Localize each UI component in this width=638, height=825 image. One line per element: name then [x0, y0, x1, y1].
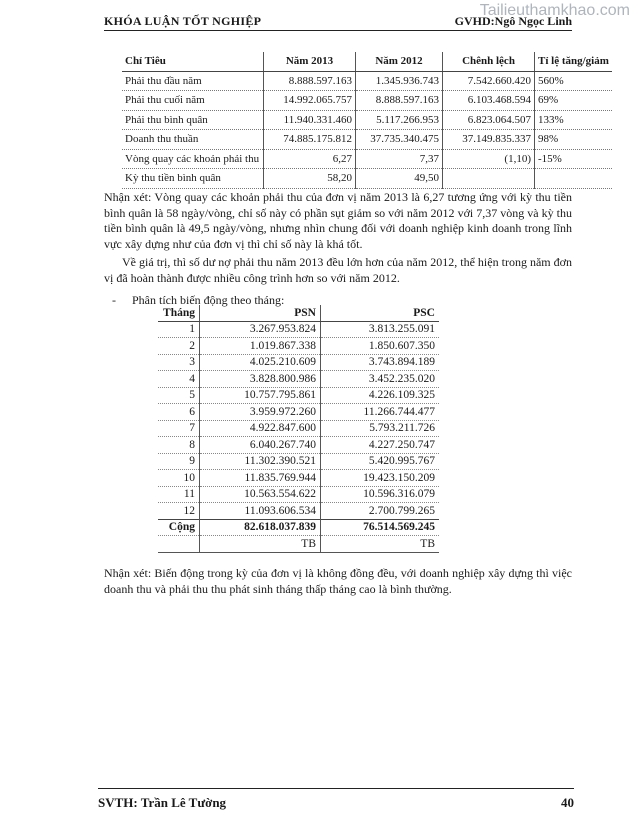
cell: 98% — [535, 130, 612, 150]
table-row — [158, 486, 439, 503]
total-label: Cộng — [158, 519, 200, 536]
month-cell: 8 — [158, 437, 200, 454]
table-row — [122, 169, 612, 189]
cell: 7,37 — [356, 149, 443, 169]
cell: 6,27 — [264, 149, 356, 169]
cell — [535, 169, 612, 189]
psc-cell: 3.452.235.020 — [321, 371, 440, 388]
psc-cell: 3.743.894.189 — [321, 354, 440, 371]
cell: 11.940.331.460 — [264, 110, 356, 130]
month-cell: 11 — [158, 486, 200, 503]
psn-cell: 6.040.267.740 — [200, 437, 321, 454]
page-footer — [98, 788, 574, 815]
cell: (1,10) — [443, 149, 535, 169]
total-psc: 76.514.569.245 — [321, 519, 440, 536]
average-label — [158, 536, 200, 553]
psc-cell: 11.266.744.477 — [321, 404, 440, 421]
table-row — [122, 110, 612, 130]
header-cell: Năm 2013 — [264, 52, 356, 71]
psn-cell: 11.835.769.944 — [200, 470, 321, 487]
table-row — [158, 404, 439, 421]
month-cell: 1 — [158, 321, 200, 338]
psc-cell: 2.700.799.265 — [321, 503, 440, 520]
month-cell: 12 — [158, 503, 200, 520]
month-cell: 7 — [158, 420, 200, 437]
header-cell: Năm 2012 — [356, 52, 443, 71]
table-row — [158, 503, 439, 520]
header-title: KHÓA LUẬN TỐT NGHIỆP — [104, 14, 262, 28]
cell: 37.735.340.475 — [356, 130, 443, 150]
row-label: Phải thu đầu năm — [122, 71, 264, 91]
psc-cell: 5.793.211.726 — [321, 420, 440, 437]
total-row — [158, 519, 439, 536]
header-cell: Tỉ lệ tăng/giảm — [535, 52, 612, 71]
table-row — [158, 371, 439, 388]
header-advisor: GVHD:Ngô Ngọc Linh — [454, 14, 572, 28]
table-row — [122, 149, 612, 169]
cell: 560% — [535, 71, 612, 91]
psc-cell: 1.850.607.350 — [321, 338, 440, 355]
row-label: Kỳ thu tiền bình quân — [122, 169, 264, 189]
table-row — [158, 453, 439, 470]
month-cell: 3 — [158, 354, 200, 371]
bullet-text: Phân tích biến động theo tháng: — [132, 293, 285, 307]
month-cell: 9 — [158, 453, 200, 470]
receivables-table — [122, 52, 612, 189]
table-row — [158, 437, 439, 454]
monthly-table — [158, 305, 439, 553]
table-header-row — [158, 305, 439, 321]
cell: 37.149.835.337 — [443, 130, 535, 150]
watermark: Tailieuthamkhao.com — [479, 2, 630, 19]
table-header-row — [122, 52, 612, 71]
table-row — [122, 130, 612, 150]
average-psc: TB — [321, 536, 440, 553]
table-row — [158, 321, 439, 338]
table-row — [122, 91, 612, 111]
psn-cell: 3.828.800.986 — [200, 371, 321, 388]
analysis-paragraph-2: Về giá trị, thì số dư nợ phải thu năm 2013 đều lớn hơn của năm 2012, thể hiện trong năm đơn vị đã hoàn thành được nhiều công trình hơn so với năm 2012. — [104, 255, 572, 285]
header-cell: PSN — [200, 305, 321, 321]
psc-cell: 5.420.995.767 — [321, 453, 440, 470]
month-cell: 4 — [158, 371, 200, 388]
psn-cell: 10.757.795.861 — [200, 387, 321, 404]
psc-cell: 19.423.150.209 — [321, 470, 440, 487]
month-cell: 10 — [158, 470, 200, 487]
total-psn: 82.618.037.839 — [200, 519, 321, 536]
cell: 7.542.660.420 — [443, 71, 535, 91]
cell: 14.992.065.757 — [264, 91, 356, 111]
average-row — [158, 536, 439, 553]
header-cell: Chỉ Tiêu — [122, 52, 264, 71]
cell: 69% — [535, 91, 612, 111]
header-cell: Tháng — [158, 305, 200, 321]
psc-cell: 4.227.250.747 — [321, 437, 440, 454]
table-row — [158, 354, 439, 371]
psc-cell: 4.226.109.325 — [321, 387, 440, 404]
psn-cell: 3.267.953.824 — [200, 321, 321, 338]
psn-cell: 3.959.972.260 — [200, 404, 321, 421]
header-cell: Chênh lệch — [443, 52, 535, 71]
footer-author: SVTH: Trần Lê Tường — [98, 795, 227, 810]
table-row — [158, 470, 439, 487]
psn-cell: 10.563.554.622 — [200, 486, 321, 503]
cell: 49,50 — [356, 169, 443, 189]
table-row — [122, 71, 612, 91]
psn-cell: 11.302.390.521 — [200, 453, 321, 470]
bullet-dash: - — [112, 293, 116, 307]
cell: -15% — [535, 149, 612, 169]
cell: 6.103.468.594 — [443, 91, 535, 111]
psn-cell: 1.019.867.338 — [200, 338, 321, 355]
psn-cell: 11.093.606.534 — [200, 503, 321, 520]
psn-cell: 4.025.210.609 — [200, 354, 321, 371]
analysis-paragraph-1: Nhận xét: Vòng quay các khoản phải thu của đơn vị năm 2013 là 6,27 tương ứng với kỳ thu tiền bình quân là 58 ngày/vòng, chỉ số này có phần sụt giảm so với năm 2012 với 7,37 vòng và kỳ thu tiền bình quân là 49,5 ngày/vòng, nhưng nhìn chung đối với doanh nghiệp kinh doanh trong lĩnh vực xây dựng như của đơn vị thì chỉ số này là khá tốt. — [104, 190, 572, 251]
cell: 8.888.597.163 — [356, 91, 443, 111]
month-cell: 2 — [158, 338, 200, 355]
page-number: 40 — [561, 795, 574, 810]
month-cell: 5 — [158, 387, 200, 404]
month-cell: 6 — [158, 404, 200, 421]
table-row — [158, 387, 439, 404]
table-row — [158, 338, 439, 355]
cell: 133% — [535, 110, 612, 130]
row-label: Doanh thu thuần — [122, 130, 264, 150]
row-label: Vòng quay các khoản phải thu — [122, 149, 264, 169]
row-label: Phải thu cuối năm — [122, 91, 264, 111]
header-cell: PSC — [321, 305, 440, 321]
analysis-paragraph-3: Nhận xét: Biến động trong kỳ của đơn vị là không đồng đều, với doanh nghiệp xây dựng thì việc doanh thu và phải thu thu phát sinh tháng thấp tháng cao là bình thường. — [104, 566, 572, 596]
psc-cell: 10.596.316.079 — [321, 486, 440, 503]
average-psn: TB — [200, 536, 321, 553]
cell — [443, 169, 535, 189]
table-row — [158, 420, 439, 437]
cell: 6.823.064.507 — [443, 110, 535, 130]
row-label: Phải thu bình quân — [122, 110, 264, 130]
cell: 58,20 — [264, 169, 356, 189]
psc-cell: 3.813.255.091 — [321, 321, 440, 338]
cell: 74.885.175.812 — [264, 130, 356, 150]
cell: 5.117.266.953 — [356, 110, 443, 130]
cell: 8.888.597.163 — [264, 71, 356, 91]
cell: 1.345.936.743 — [356, 71, 443, 91]
psn-cell: 4.922.847.600 — [200, 420, 321, 437]
